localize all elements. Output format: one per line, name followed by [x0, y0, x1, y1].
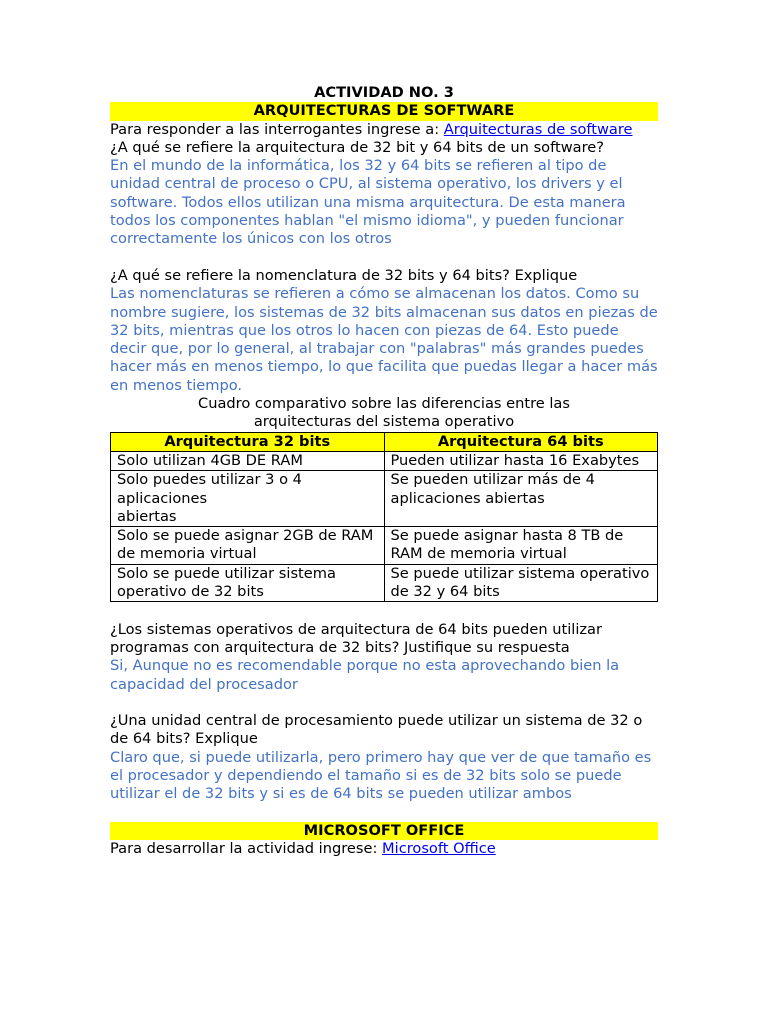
- table-cell-32: Solo se puede asignar 2GB de RAM de memoria virtual: [111, 527, 385, 565]
- table-row: [111, 527, 658, 565]
- table-header-row: [111, 432, 658, 451]
- question-1: ¿A qué se refiere la arquitectura de 32 bit y 64 bits de un software?: [110, 138, 604, 156]
- question-3: ¿Los sistemas operativos de arquitectura de 64 bits pueden utilizar programas con arquitectura de 32 bits? Justifique su respuesta: [110, 620, 602, 656]
- spacer: [110, 249, 658, 267]
- question-4: ¿Una unidad central de procesamiento puede utilizar un sistema de 32 o de 64 bits? Explique: [110, 712, 643, 748]
- answer-2: Las nomenclaturas se refieren a cómo se almacenan los datos. Como su nombre sugiere, los sistemas de 32 bits almacenan sus datos en piezas de 32 bits, mientras que los otros lo hacen con piezas de 64. Esto puede decir que, por lo general, al trabajar con "palabras" más grandes puedes hacer más en menos tiempo, lo que facilita que puedas llegar a hacer más en menos tiempo.: [110, 285, 658, 394]
- document-page: [110, 84, 658, 858]
- table-cell-64: Se puede utilizar sistema operativo de 32 y 64 bits: [384, 564, 658, 602]
- table-cell-32: Solo se puede utilizar sistema operativo de 32 bits: [111, 564, 385, 602]
- section-heading-software-architectures: ARQUITECTURAS DE SOFTWARE: [110, 102, 658, 120]
- spacer: [110, 804, 658, 822]
- table-row: [111, 451, 658, 470]
- table-header-32-bits: Arquitectura 32 bits: [111, 432, 385, 451]
- section1-intro: [110, 121, 658, 139]
- answer-3: Si, Aunque no es recomendable porque no esta aprovechando bien la capacidad del procesador: [110, 657, 620, 693]
- table-cell-32: Solo utilizan 4GB DE RAM: [111, 451, 385, 470]
- microsoft-office-link[interactable]: Microsoft Office: [382, 840, 496, 858]
- table-header-64-bits: Arquitectura 64 bits: [384, 432, 658, 451]
- section2-intro-text: Para desarrollar la actividad ingrese:: [110, 840, 383, 858]
- question-2: ¿A qué se refiere la nomenclatura de 32 bits y 64 bits? Explique: [110, 266, 578, 284]
- table-row: [111, 564, 658, 602]
- section2-intro: [110, 840, 658, 858]
- table-cell-32: Solo puedes utilizar 3 o 4 aplicaciones abiertas: [111, 471, 385, 527]
- table-cell-64: Se puede asignar hasta 8 TB de RAM de memoria virtual: [384, 527, 658, 565]
- answer-4: Claro que, si puede utilizarla, pero primero hay que ver de que tamaño es el procesador y dependiendo el tamaño si es de 32 bits solo se puede utilizar el de 32 bits y si es de 64 bits se pueden utilizar ambos: [110, 748, 652, 803]
- section1-intro-text: Para responder a las interrogantes ingrese a:: [110, 120, 444, 138]
- software-architectures-link[interactable]: Arquitecturas de software: [443, 120, 633, 138]
- activity-title: ACTIVIDAD NO. 3: [314, 84, 454, 101]
- table-caption: Cuadro comparativo sobre las diferencias entre las arquitecturas del sistema operativo: [198, 395, 570, 431]
- section-heading-microsoft-office: MICROSOFT OFFICE: [110, 822, 658, 840]
- spacer: [110, 602, 658, 620]
- table-row: [111, 471, 658, 527]
- spacer: [110, 694, 658, 712]
- answer-1: En el mundo de la informática, los 32 y 64 bits se refieren al tipo de unidad central de proceso o CPU, al sistema operativo, los drivers y el software. Todos ellos utilizan una misma arquitectura. De esta manera todos los componentes hablan "el mismo idioma", y pueden funcionar correctamente los únicos con los otros: [110, 157, 626, 248]
- comparison-table: [110, 432, 658, 603]
- table-cell-64: Pueden utilizar hasta 16 Exabytes: [384, 451, 658, 470]
- table-cell-64: Se pueden utilizar más de 4 aplicaciones abiertas: [384, 471, 658, 527]
